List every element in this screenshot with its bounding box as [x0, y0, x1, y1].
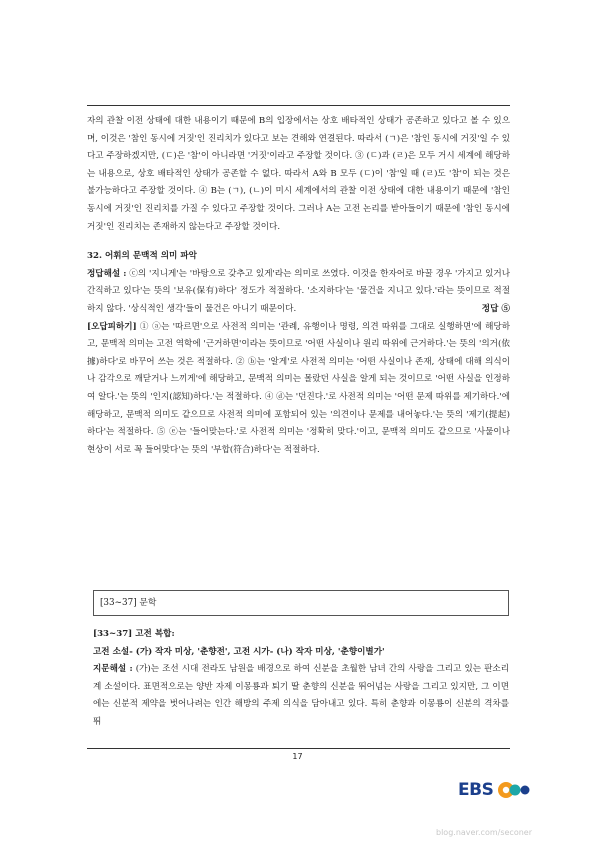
q32-explanation: [87, 266, 510, 319]
q32-wrong-text: ① ⓐ는 '따르면'으로 사전적 의미는 '관례, 유행이나 명령, 의견 따위를 그대로 실행하면'에 해당하고, 문맥적 의미는 고전 역학에 '근거하면'이라는 뜻이므로 '어떤 사실이나 원리 따위에 근거하다.'는 뜻의 '의거(依據)하다'로 바꾸어 쓰는 것은 적절하다. ② ⓑ는 '알게'로 사전적 의미는 '어떤 사실이나 존재, 상태에 대해 의식이나 감각으로 깨닫거나 느끼게'에 해당하고, 문맥적 의미는 몰랐던 사실을 알게 되는 것이므로 '어떤 사실을 인정하여 알다.'는 뜻의 '인지(認知)하다.'는 적절하다. ④ ⓓ는 '던진다.'로 사전적 의미는 '어떤 문제 따위를 제기하다.'에 해당하고, 문맥적 의미도 같으므로 사전적 의미에 포함되어 있는 '의견이나 문제를 내어놓다.'는 뜻의 '제기(提起)하다'는 적절하다. ⑤ ⓔ는 '들어맞는다.'로 사전적 의미는 '정확히 맞다.'이고, 문맥적 의미도 같으므로 '사물이나 현상이 서로 꼭 들어맞다'는 뜻의 '부합(符合)하다'는 적절하다.: [87, 321, 510, 455]
q33-passage-text: (가)는 조선 시대 전라도 남원을 배경으로 하여 신분을 초월한 남녀 간의 사랑을 그리고 있는 판소리계 소설이다. 표면적으로는 양반 자제 이몽룡과 퇴기 딸 춘향의 신분을 뛰어넘는 사랑을 그리고 있지만, 그 이면에는 신분적 제약을 벗어나려는 인간 해방의 주제 의식을 담아내고 있다. 특히 춘향과 이몽룡이 신분의 격차를 뛰: [93, 664, 510, 727]
q32-wrong-label: [오답피하기]: [87, 321, 137, 332]
ebs-logo: [458, 780, 531, 800]
q32-title: 32. 어휘의 문맥적 의미 파악: [87, 251, 197, 262]
q33-heading: [33~37] 고전 복합:: [93, 629, 175, 639]
upper-paragraph: 자의 관찰 이전 상태에 대한 내용이기 때문에 B의 입장에서는 상호 배타적인 상태가 공존하고 있다고 볼 수 있으며, 이것은 '참인 동시에 거짓'인 진리치가 있다고 보는 견해와 연결된다. 따라서 (ㄱ)은 '참인 동시에 거짓'일 수 있다고 주장하겠지만, (ㄷ)은 '참'이 아니라면 '거짓'이라고 주장할 것이다. ③ (ㄷ)과 (ㄹ)은 모두 거시 세계에 해당하는 내용으로, 상호 배타적인 상태가 공존할 수 없다. 따라서 A와 B 모두 (ㄷ)이 '참'일 때 (ㄹ)도 '참'이 되는 것은 불가능하다고 주장할 것이다. ④ B는 (ㄱ), (ㄴ)이 미시 세계에서의 관찰 이전 상태에 대한 내용이기 때문에 '참인 동시에 거짓'인 진리치를 가질 수 있다고 주장할 것이다. 그러나 A는 고전 논리를 받아들이기 때문에 '참인 동시에 거짓'인 진리치는 존재하지 않는다고 주장할 것이다.: [87, 116, 510, 232]
q33-content: [93, 626, 509, 732]
q32-wrong-choices: [87, 319, 510, 460]
q33-passage-label: 지문해설 :: [93, 664, 133, 675]
q32-answer: 정답 ⑤: [481, 303, 510, 314]
page-number: 17: [292, 752, 303, 761]
footer-rule: [87, 748, 510, 749]
logo-text: EBS: [458, 780, 494, 800]
q33-passage: [93, 661, 509, 731]
q32-explanation-label: 정답해설 :: [87, 268, 127, 279]
q33-subheading: 고전 소설- (가) 작자 미상, '춘향전', 고전 시가- (나) 작자 미상, '춘향이별가': [93, 646, 385, 657]
page-content: [87, 113, 510, 459]
section-box: [33~37] 문학: [93, 590, 509, 616]
q32-explanation-text: ⓒ의 '지니게'는 '바탕으로 갖추고 있게'라는 의미로 쓰였다. 이것을 한자어로 바꿀 경우 '가지고 있거나 간직하고 있다'는 뜻의 '보유(保有)하다' 정도가 적절하다. '소지하다'는 '물건을 지니고 있다.'라는 뜻이므로 적절하지 않다. '상식적인 생각'들이 물건은 아니기 때문이다.: [87, 268, 510, 314]
header-rule: [87, 105, 510, 106]
watermark: blog.naver.com/seconer: [436, 828, 532, 837]
logo-dots-icon: [497, 781, 531, 799]
